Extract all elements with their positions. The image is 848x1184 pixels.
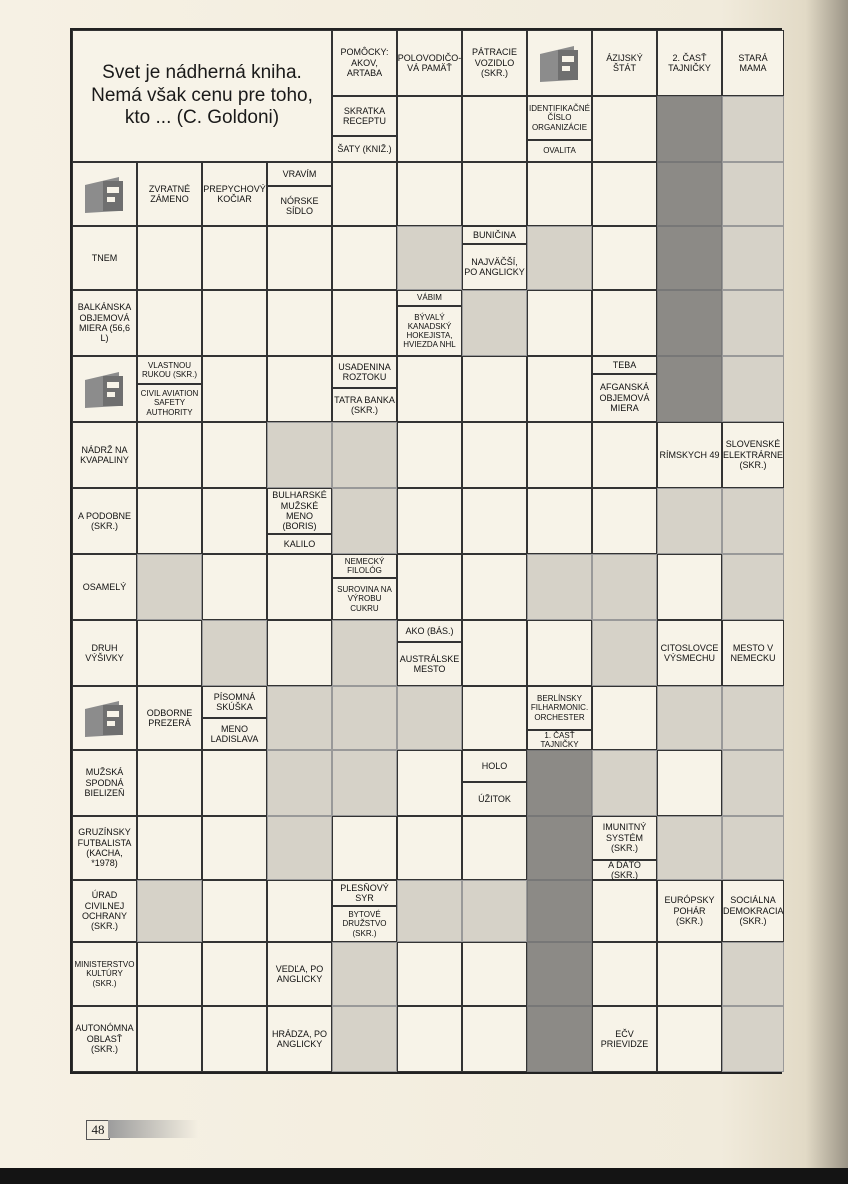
answer-cell[interactable] (332, 290, 397, 356)
secret-column-cell[interactable] (657, 162, 722, 226)
answer-cell[interactable] (657, 554, 722, 620)
answer-cell[interactable] (462, 290, 527, 356)
answer-cell[interactable] (527, 162, 592, 226)
answer-cell[interactable] (462, 356, 527, 422)
clue-surovina-cukru[interactable]: SUROVINA NA VÝROBU CUKRU (332, 578, 397, 620)
answer-cell[interactable] (202, 226, 267, 290)
answer-cell[interactable] (202, 356, 267, 422)
answer-cell[interactable] (397, 686, 462, 750)
clue-ministerstvo-kultury[interactable]: MINISTERSTVO KULTÚRY (SKR.) (72, 942, 137, 1006)
answer-cell[interactable] (462, 620, 527, 686)
answer-cell[interactable] (332, 226, 397, 290)
answer-cell[interactable] (462, 488, 527, 554)
clue-slovenske-elektrarne[interactable]: SLOVENSKÉ ELEKTRÁRNE (SKR.) (722, 422, 784, 488)
answer-cell[interactable] (267, 226, 332, 290)
clue-tajnicka-1[interactable]: 1. ČASŤ TAJNIČKY (527, 730, 592, 750)
clue-muzska-bielizen[interactable]: MUŽSKÁ SPODNÁ BIELIZEŇ (72, 750, 137, 816)
clue-a-dato[interactable]: A DÁTO (SKR.) (592, 860, 657, 880)
answer-cell[interactable] (592, 750, 657, 816)
clue-azijsky-stat[interactable]: ÁZIJSKÝ ŠTÁT (592, 30, 657, 96)
answer-cell[interactable] (332, 620, 397, 686)
answer-cell[interactable] (267, 356, 332, 422)
secret-column-cell[interactable] (527, 942, 592, 1006)
answer-cell[interactable] (462, 162, 527, 226)
answer-cell[interactable] (527, 488, 592, 554)
secret-column-cell[interactable] (527, 816, 592, 880)
answer-cell[interactable] (722, 290, 784, 356)
page-number-bar (108, 1120, 198, 1138)
answer-cell[interactable] (722, 686, 784, 750)
clue-imunitny-system[interactable]: IMUNITNÝ SYSTÉM (SKR.) (592, 816, 657, 860)
answer-cell[interactable] (397, 488, 462, 554)
answer-cell[interactable] (137, 942, 202, 1006)
answer-cell[interactable] (527, 290, 592, 356)
answer-cell[interactable] (202, 620, 267, 686)
answer-cell[interactable] (202, 422, 267, 488)
clue-balkanska-miera[interactable]: BALKÁNSKA OBJEMOVÁ MIERA (56,6 L) (72, 290, 137, 356)
clue-hradza[interactable]: HRÁDZA, PO ANGLICKY (267, 1006, 332, 1072)
clue-meno-ladislava[interactable]: MENO LADISLAVA (202, 718, 267, 750)
clue-najvacsi[interactable]: NAJVÄČŠÍ, PO ANGLICKY (462, 244, 527, 290)
answer-cell[interactable] (137, 620, 202, 686)
answer-cell[interactable] (397, 816, 462, 880)
clue-ecv-prievidze[interactable]: EČV PRIEVIDZE (592, 1006, 657, 1072)
clue-holo[interactable]: HOLO (462, 750, 527, 782)
answer-cell[interactable] (202, 816, 267, 880)
clue-osamely[interactable]: OSAMELÝ (72, 554, 137, 620)
answer-cell[interactable] (332, 942, 397, 1006)
answer-cell[interactable] (592, 488, 657, 554)
clue-citoslovce[interactable]: CITOSLOVCE VÝSMECHU (657, 620, 722, 686)
clue-stara-mama[interactable]: STARÁ MAMA (722, 30, 784, 96)
answer-cell[interactable] (462, 1006, 527, 1072)
answer-cell[interactable] (462, 880, 527, 942)
clue-vravim[interactable]: VRAVÍM (267, 162, 332, 186)
answer-cell[interactable] (332, 488, 397, 554)
answer-cell[interactable] (137, 290, 202, 356)
answer-cell[interactable] (462, 554, 527, 620)
clue-plesnovy-syr[interactable]: PLESŇOVÝ SYR (332, 880, 397, 906)
answer-cell[interactable] (592, 290, 657, 356)
clue-mesto-v-nemecku[interactable]: MESTO V NEMECKU (722, 620, 784, 686)
clue-pomocky[interactable]: POMÔCKY: AKOV, ARTABA (332, 30, 397, 96)
clue-ako-bas[interactable]: AKO (BÁS.) (397, 620, 462, 642)
answer-cell[interactable] (397, 880, 462, 942)
answer-cell[interactable] (397, 942, 462, 1006)
answer-cell[interactable] (722, 750, 784, 816)
secret-column-cell[interactable] (527, 1006, 592, 1072)
answer-cell[interactable] (202, 488, 267, 554)
answer-cell[interactable] (527, 554, 592, 620)
answer-cell[interactable] (592, 554, 657, 620)
secret-column-cell[interactable] (657, 226, 722, 290)
answer-cell[interactable] (657, 942, 722, 1006)
answer-cell[interactable] (657, 816, 722, 880)
answer-cell[interactable] (657, 686, 722, 750)
answer-cell[interactable] (462, 96, 527, 162)
answer-cell[interactable] (332, 422, 397, 488)
clue-urad-civilnej-ochrany[interactable]: ÚRAD CIVILNEJ OCHRANY (SKR.) (72, 880, 137, 942)
answer-cell[interactable] (592, 162, 657, 226)
clue-kalilo[interactable]: KALILO (267, 534, 332, 554)
clue-identifikacne-cislo[interactable]: IDENTIFIKAČNÉ ČÍSLO ORGANIZÁCIE (527, 96, 592, 140)
answer-cell[interactable] (592, 422, 657, 488)
answer-cell[interactable] (332, 816, 397, 880)
answer-cell[interactable] (527, 620, 592, 686)
answer-cell[interactable] (722, 942, 784, 1006)
clue-odborne-prezera[interactable]: ODBORNE PREZERÁ (137, 686, 202, 750)
clue-vlastnou-rukou[interactable]: VLASTNOU RUKOU (SKR.) (137, 356, 202, 384)
answer-cell[interactable] (397, 422, 462, 488)
answer-cell[interactable] (722, 488, 784, 554)
clue-tatra-banka[interactable]: TATRA BANKA (SKR.) (332, 388, 397, 422)
clue-polovodicova-pamat[interactable]: POLOVODIČO-VÁ PAMÄŤ (397, 30, 462, 96)
secret-column-cell[interactable] (657, 290, 722, 356)
clue-rimskych-49[interactable]: RÍMSKYCH 49 (657, 422, 722, 488)
answer-cell[interactable] (527, 356, 592, 422)
answer-cell[interactable] (267, 554, 332, 620)
answer-cell[interactable] (722, 1006, 784, 1072)
answer-cell[interactable] (332, 686, 397, 750)
scan-bottom-edge (0, 1168, 848, 1184)
clue-bytove-druzstvo[interactable]: BYTOVÉ DRUŽSTVO (SKR.) (332, 906, 397, 942)
answer-cell[interactable] (527, 226, 592, 290)
answer-cell[interactable] (202, 290, 267, 356)
clue-vedla[interactable]: VEDĽA, PO ANGLICKY (267, 942, 332, 1006)
clue-nadrz-na-kvapaliny[interactable]: NÁDRŽ NA KVAPALINY (72, 422, 137, 488)
answer-cell[interactable] (267, 290, 332, 356)
answer-cell[interactable] (137, 554, 202, 620)
answer-cell[interactable] (397, 554, 462, 620)
secret-column-cell[interactable] (657, 356, 722, 422)
clue-prepychovy-kociar[interactable]: PREPYCHOVÝ KOČIAR (202, 162, 267, 226)
clue-socialna-demokracia[interactable]: SOCIÁLNA DEMOKRACIA (SKR.) (722, 880, 784, 942)
clue-norske-sidlo[interactable]: NÓRSKE SÍDLO (267, 186, 332, 226)
clue-gruzinsky-futbalista[interactable]: GRUZÍNSKY FUTBALISTA (KACHA, *1978) (72, 816, 137, 880)
answer-cell[interactable] (202, 554, 267, 620)
clue-uzitok[interactable]: ÚŽITOK (462, 782, 527, 816)
clue-nemecky-filolog[interactable]: NEMECKÝ FILOLÓG (332, 554, 397, 578)
answer-cell[interactable] (592, 880, 657, 942)
answer-cell[interactable] (592, 942, 657, 1006)
answer-cell[interactable] (137, 750, 202, 816)
answer-cell[interactable] (267, 422, 332, 488)
clue-civil-aviation[interactable]: CIVIL AVIATION SAFETY AUTHORITY (137, 384, 202, 422)
answer-cell[interactable] (722, 162, 784, 226)
clue-a-podobne[interactable]: A PODOBNE (SKR.) (72, 488, 137, 554)
clue-ovalita[interactable]: OVALITA (527, 140, 592, 162)
secret-column-cell[interactable] (527, 880, 592, 942)
secret-column-cell[interactable] (527, 750, 592, 816)
answer-cell[interactable] (137, 816, 202, 880)
clue-tnem[interactable]: TNEM (72, 226, 137, 290)
answer-cell[interactable] (592, 620, 657, 686)
answer-cell[interactable] (202, 880, 267, 942)
answer-cell[interactable] (267, 620, 332, 686)
clue-skratka-receptu[interactable]: SKRATKA RECEPTU (332, 96, 397, 136)
clue-pisomna-skuska[interactable]: PÍSOMNÁ SKÚŠKA (202, 686, 267, 718)
answer-cell[interactable] (137, 226, 202, 290)
answer-cell[interactable] (397, 162, 462, 226)
clue-afganska-miera[interactable]: AFGANSKÁ OBJEMOVÁ MIERA (592, 374, 657, 422)
clue-usadenina[interactable]: USADENINA ROZTOKU (332, 356, 397, 388)
clue-druh-vysivky[interactable]: DRUH VÝŠIVKY (72, 620, 137, 686)
answer-cell[interactable] (397, 226, 462, 290)
answer-cell[interactable] (332, 162, 397, 226)
clue-bulharske-meno[interactable]: BULHARSKÉ MUŽSKÉ MENO (BORIS) (267, 488, 332, 534)
answer-cell[interactable] (722, 554, 784, 620)
answer-cell[interactable] (657, 488, 722, 554)
clue-vabim[interactable]: VÁBIM (397, 290, 462, 306)
answer-cell[interactable] (722, 96, 784, 162)
answer-cell[interactable] (267, 816, 332, 880)
answer-cell[interactable] (592, 686, 657, 750)
answer-cell[interactable] (137, 488, 202, 554)
answer-cell[interactable] (722, 816, 784, 880)
clue-europsky-pohar[interactable]: EURÓPSKY POHÁR (SKR.) (657, 880, 722, 942)
magazine-logo-icon (72, 686, 137, 750)
answer-cell[interactable] (202, 942, 267, 1006)
answer-cell[interactable] (137, 1006, 202, 1072)
clue-autonomna-oblast[interactable]: AUTONÓMNA OBLASŤ (SKR.) (72, 1006, 137, 1072)
crossword-title: Svet je nádherná kniha. Nemá však cenu pre toho, kto ... (C. Goldoni) (72, 30, 332, 162)
clue-zvratne-zameno[interactable]: ZVRATNÉ ZÁMENO (137, 162, 202, 226)
answer-cell[interactable] (592, 96, 657, 162)
magazine-logo-icon (72, 162, 137, 226)
answer-cell[interactable] (657, 1006, 722, 1072)
answer-cell[interactable] (267, 686, 332, 750)
clue-australske-mesto[interactable]: AUSTRÁLSKE MESTO (397, 642, 462, 686)
clue-saty[interactable]: ŠATY (KNIŽ.) (332, 136, 397, 162)
answer-cell[interactable] (722, 356, 784, 422)
page-number: 48 (86, 1120, 110, 1140)
answer-cell[interactable] (267, 750, 332, 816)
clue-teba[interactable]: TEBA (592, 356, 657, 374)
clue-bunicina[interactable]: BUNIČINA (462, 226, 527, 244)
answer-cell[interactable] (462, 686, 527, 750)
answer-cell[interactable] (137, 880, 202, 942)
answer-cell[interactable] (202, 750, 267, 816)
answer-cell[interactable] (462, 942, 527, 1006)
clue-patracie-vozidlo[interactable]: PÁTRACIE VOZIDLO (SKR.) (462, 30, 527, 96)
clue-berlinsky-orchester[interactable]: BERLÍNSKY FILHARMONIC. ORCHESTER (527, 686, 592, 730)
answer-cell[interactable] (397, 1006, 462, 1072)
magazine-logo-icon (527, 30, 592, 96)
answer-cell[interactable] (137, 422, 202, 488)
answer-cell[interactable] (462, 816, 527, 880)
answer-cell[interactable] (267, 880, 332, 942)
answer-cell[interactable] (332, 750, 397, 816)
answer-cell[interactable] (397, 96, 462, 162)
answer-cell[interactable] (397, 750, 462, 816)
clue-tajnicka-2[interactable]: 2. ČASŤ TAJNIČKY (657, 30, 722, 96)
crossword-grid (70, 28, 782, 1074)
secret-column-cell[interactable] (657, 96, 722, 162)
answer-cell[interactable] (462, 422, 527, 488)
answer-cell[interactable] (202, 1006, 267, 1072)
answer-cell[interactable] (722, 226, 784, 290)
answer-cell[interactable] (657, 750, 722, 816)
answer-cell[interactable] (527, 422, 592, 488)
answer-cell[interactable] (332, 1006, 397, 1072)
answer-cell[interactable] (592, 226, 657, 290)
answer-cell[interactable] (397, 356, 462, 422)
magazine-logo-icon (72, 356, 137, 422)
clue-byvaly-hokejista[interactable]: BÝVALÝ KANADSKÝ HOKEJISTA, HVIEZDA NHL (397, 306, 462, 356)
